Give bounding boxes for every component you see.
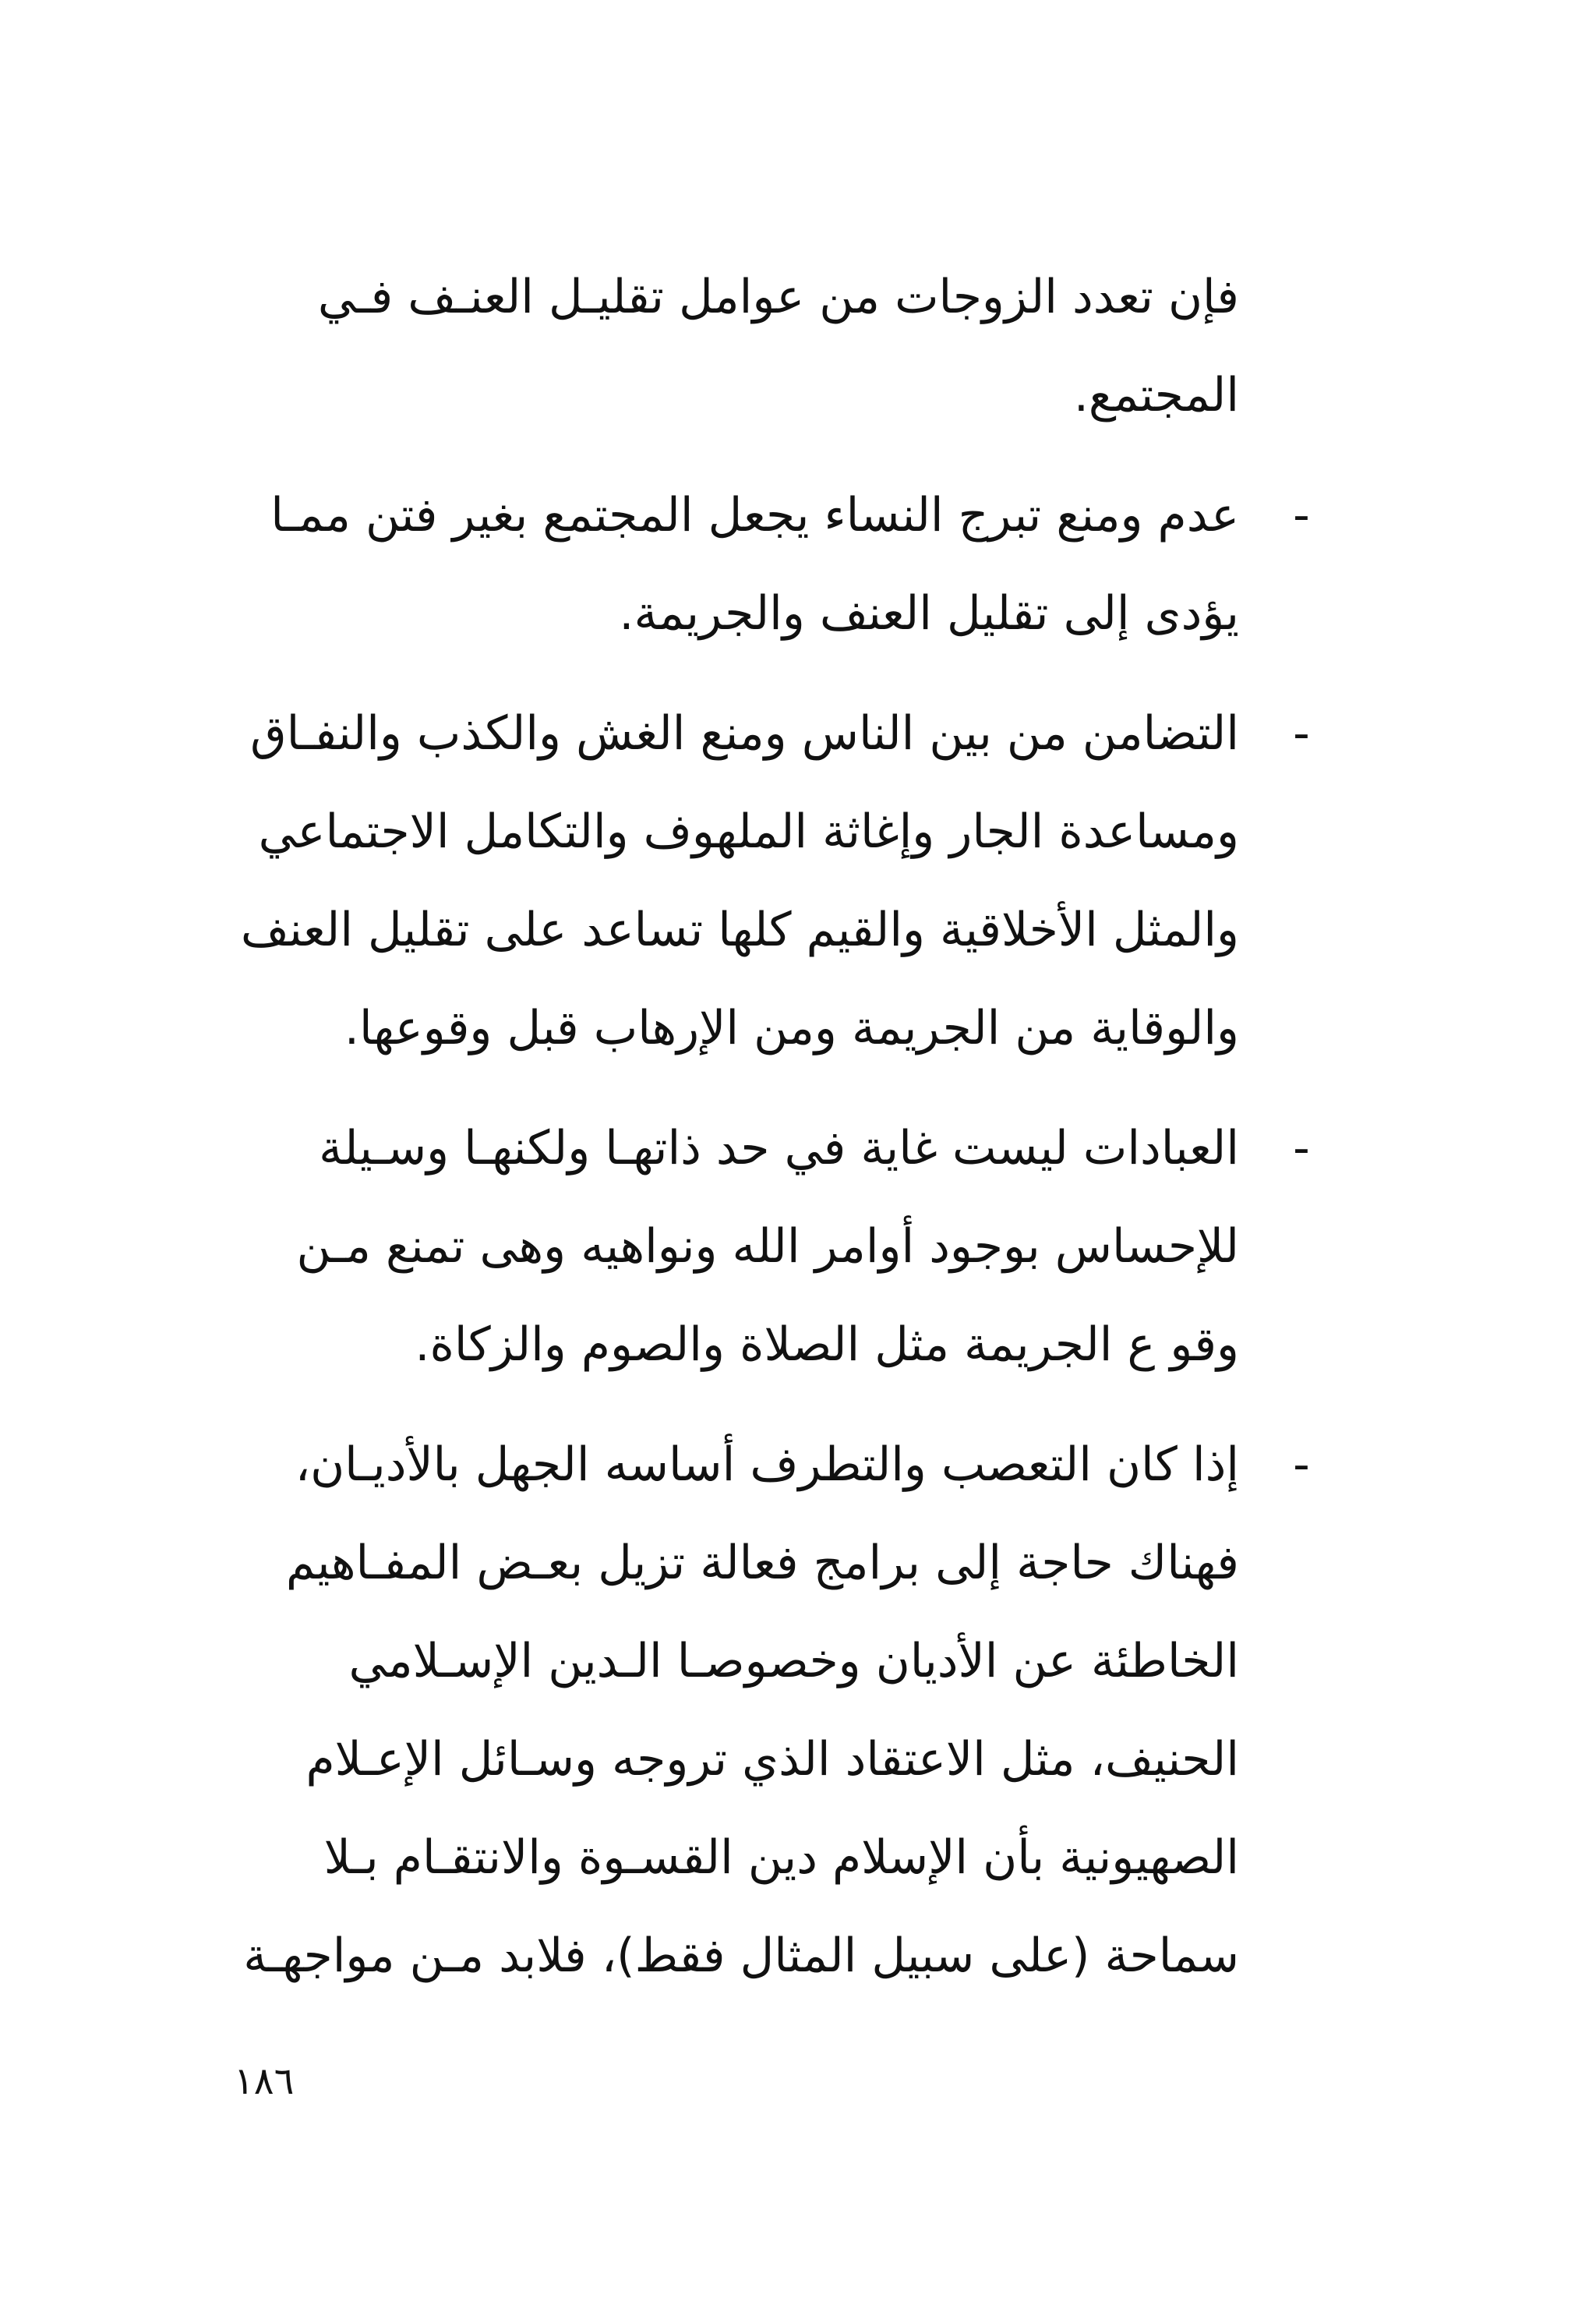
text-line: والمثل الأخلاقية والقيم كلها تساعد على تقليل العنف: [240, 903, 1239, 957]
text-line: إذا كان التعصب والتطرف أساسه الجهل بالأديـان،: [295, 1437, 1239, 1492]
bullet-dash: -: [1293, 1437, 1310, 1492]
text-line: العبادات ليست غاية في حد ذاتهـا ولكنهـا وسـيلة: [319, 1121, 1239, 1175]
text-line: عدم ومنع تبرج النساء يجعل المجتمع بغير فتن ممـا: [270, 488, 1239, 543]
body-text: [234, 248, 1310, 2027]
text-line: وقو ع الجريمة مثل الصلاة والصوم والزكاة.: [415, 1317, 1239, 1372]
bullet-dash: -: [1293, 488, 1310, 543]
text-line: المجتمع.: [1073, 368, 1239, 422]
text-line: الحنيف، مثل الاعتقاد الذي تروجه وسـائل الإعـلام: [305, 1732, 1239, 1787]
intro-paragraph: [234, 248, 1239, 444]
list-item: [234, 684, 1310, 1077]
bullet-dash: -: [1293, 706, 1310, 761]
list-item: [234, 466, 1310, 663]
text-line: الخاطئة عن الأديان وخصوصـا الـدين الإسـلامي: [348, 1634, 1239, 1688]
text-line: والوقاية من الجريمة ومن الإرهاب قبل وقوعها.: [344, 1001, 1239, 1055]
text-line: التضامن من بين الناس ومنع الغش والكذب والنفـاق: [250, 706, 1239, 761]
text-line: للإحساس بوجود أوامر الله ونواهيه وهى تمنع مـن: [296, 1219, 1239, 1274]
text-line: سماحة (على سبيل المثال فقط)، فلابد مـن مواجهـة: [243, 1928, 1239, 1983]
text-line: فإن تعدد الزوجات من عوامل تقليـل العنـف فـي: [317, 270, 1239, 324]
bullet-dash: -: [1293, 1121, 1310, 1175]
text-line: فهناك حاجة إلى برامج فعالة تزيل بعـض المفـاهيم: [285, 1536, 1239, 1590]
text-line: ومساعدة الجار وإغاثة الملهوف والتكامل الاجتماعي: [258, 804, 1239, 859]
text-line: الصهيونية بأن الإسلام دين القسـوة والانتقـام بـلا: [323, 1830, 1239, 1885]
page-number: ١٨٦: [234, 2059, 295, 2103]
list-item: [234, 1099, 1310, 1394]
list-item: [234, 1416, 1310, 2005]
text-line: يؤدى إلى تقليل العنف والجريمة.: [619, 586, 1239, 641]
